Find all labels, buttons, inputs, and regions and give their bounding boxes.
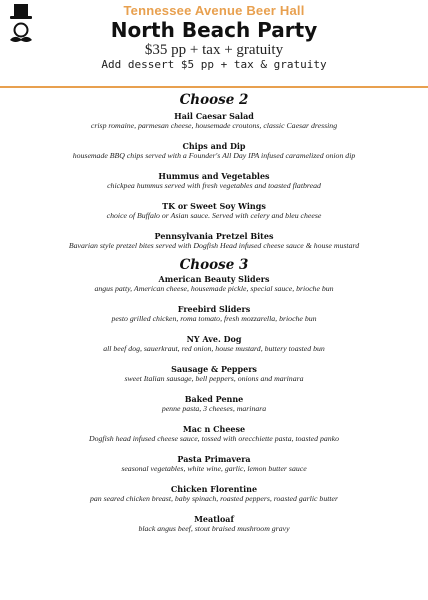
venue-name: Tennessee Avenue Beer Hall [123,3,305,18]
item-name: Pennsylvania Pretzel Bites [154,231,274,241]
item-description: pan seared chicken breast, baby spinach, roasted peppers, roasted garlic butter [89,494,339,503]
section-title: Choose 2 [179,92,249,108]
item-name: American Beauty Sliders [158,274,270,284]
menu-header [0,0,428,72]
item-name: Chips and Dip [182,141,246,151]
item-name: Chicken Florentine [170,484,258,494]
price-line: $35 pp + tax + gratuity [144,42,284,58]
menu-item [0,424,428,444]
item-name: Sausage & Peppers [171,364,257,374]
item-name: NY Ave. Dog [186,334,242,344]
item-name: Pasta Primavera [177,454,251,464]
menu-item [0,231,428,251]
menu-item [0,274,428,294]
item-description: housemade BBQ chips served with a Founder's All Day IPA infused caramelized onion dip [72,151,356,160]
item-description: penne pasta, 3 cheeses, marinara [161,404,267,413]
menu-item [0,304,428,324]
item-description: Dogfish head infused cheese sauce, tossed with orecchiette pasta, toasted panko [88,434,340,443]
item-description: pesto grilled chicken, roma tomato, fresh mozzarella, brioche bun [111,314,317,323]
menu-body [0,92,428,534]
item-name: Meatloaf [194,514,234,524]
item-description: seasonal vegetables, white wine, garlic, lemon butter sauce [121,464,307,473]
menu-item [0,364,428,384]
top-hat-mustache-logo [6,2,36,46]
item-name: Hail Caesar Salad [174,111,254,121]
event-title: North Beach Party [110,18,318,42]
item-name: Hummus and Vegetables [158,171,270,181]
item-name: Baked Penne [184,394,244,404]
item-name: Mac n Cheese [182,424,246,434]
item-description: crisp romaine, parmesan cheese, housemade croutons, classic Caesar dressing [90,121,338,130]
dessert-line: Add dessert $5 pp + tax & gratuity [101,58,327,71]
menu-item [0,334,428,354]
menu-item [0,141,428,161]
item-description: all beef dog, sauerkraut, red onion, house mustard, buttery toasted bun [103,344,325,353]
section-title: Choose 3 [179,257,249,273]
item-description: sweet Italian sausage, bell peppers, onions and marinara [124,374,304,383]
item-name: TK or Sweet Soy Wings [162,201,266,211]
section-choose-3 [0,257,428,534]
item-description: black angus beef, stout braised mushroom gravy [138,524,290,533]
menu-item [0,171,428,191]
header-divider [0,86,428,88]
item-description: choice of Buffalo or Asian sauce. Served with celery and bleu cheese [106,211,322,220]
menu-item [0,111,428,131]
menu-item [0,514,428,534]
section-choose-2 [0,92,428,251]
menu-item [0,394,428,414]
menu-item [0,201,428,221]
item-description: chickpea hummus served with fresh vegetables and toasted flatbread [107,181,321,190]
item-description: angus patty, American cheese, housemade pickle, special sauce, brioche bun [94,284,334,293]
item-description: Bavarian style pretzel bites served with Dogfish Head infused cheese sauce & house mustard [68,241,360,250]
item-name: Freebird Sliders [177,304,251,314]
menu-item [0,454,428,474]
menu-item [0,484,428,504]
